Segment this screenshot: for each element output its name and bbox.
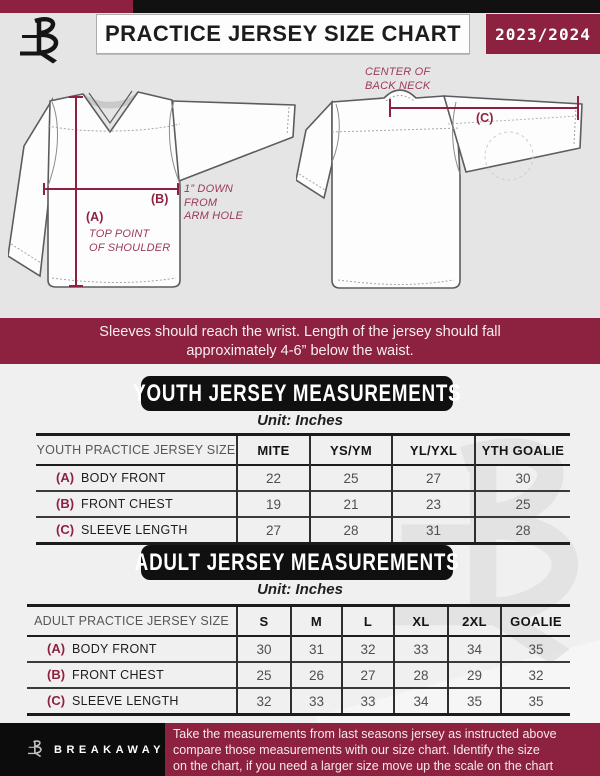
measure-a-label: (A) [86,210,104,224]
row-key: (B) [47,667,66,682]
adult-col-xl: XL [394,606,448,637]
adult-sleeve-length-goalie: 35 [501,688,570,715]
table-row [27,688,570,715]
adult-sleeve-length-2xl: 35 [448,688,501,715]
table-row [27,636,570,662]
youth-sleeve-length-goalie: 28 [475,517,570,544]
row-name: BODY FRONT [81,471,166,485]
measure-c-note-line2: BACK NECK [365,79,431,92]
adult-body-front-goalie: 35 [501,636,570,662]
adult-sleeve-length-m: 33 [291,688,342,715]
youth-body-front-ysym: 25 [310,465,392,491]
youth-body-front-goalie: 30 [475,465,570,491]
fit-notice-line2: approximately 4-6” below the waist. [186,343,414,359]
row-name: FRONT CHEST [81,497,174,511]
adult-col-2xl: 2XL [448,606,501,637]
row-key: (A) [47,641,66,656]
adult-col-label: ADULT PRACTICE JERSEY SIZE [34,614,229,628]
adult-body-front-xl: 33 [394,636,448,662]
youth-front-chest-ysym: 21 [310,491,392,517]
row-name: BODY FRONT [72,642,157,656]
row-name: FRONT CHEST [72,668,165,682]
youth-body-front-ylyxl: 27 [392,465,475,491]
measure-a-note [89,228,170,255]
season-badge [486,14,600,54]
breakaway-footer-logo-icon [28,738,46,762]
measure-c-note-line1: CENTER OF [365,66,431,78]
adult-col-l: L [342,606,394,637]
youth-col-label: YOUTH PRACTICE JERSEY SIZE [36,443,236,457]
adult-front-chest-goalie: 32 [501,662,570,688]
adult-sleeve-length-xl: 34 [394,688,448,715]
row-key: (C) [47,693,66,708]
youth-size-table [36,433,570,545]
footer-brand-box [0,723,165,776]
breakaway-logo-icon [20,15,70,73]
top-strip-black [133,0,600,13]
measure-b-note-line2: FROM [184,196,218,209]
adult-sleeve-length-l: 33 [342,688,394,715]
measure-b-note-line3: ARM HOLE [184,210,244,222]
adult-front-chest-xl: 28 [394,662,448,688]
adult-body-front-m: 31 [291,636,342,662]
adult-size-table [27,604,570,716]
adult-col-s: S [237,606,291,637]
adult-header-row [27,606,570,637]
footer-instructions [165,723,600,776]
adult-body-front-2xl: 34 [448,636,501,662]
table-row [36,491,570,517]
measure-b-note [184,183,243,224]
fit-notice-line1: Sleeves should reach the wrist. Length of the jersey should fall [99,324,501,340]
youth-section-title: YOUTH JERSEY MEASUREMENTS [132,379,462,407]
adult-section-title: ADULT JERSEY MEASUREMENTS [134,548,460,576]
measure-c-label: (C) [476,111,494,125]
adult-front-chest-2xl: 29 [448,662,501,688]
row-name: SLEEVE LENGTH [72,694,179,708]
measure-a-note-line2: OF SHOULDER [89,241,171,254]
youth-front-chest-goalie: 25 [475,491,570,517]
youth-col-ysym: YS/YM [310,435,392,466]
fit-notice-banner [0,318,600,364]
adult-unit-label: Unit: Inches [257,581,343,598]
measure-c-note [365,66,430,93]
row-key: (C) [56,522,75,537]
youth-body-front-mite: 22 [237,465,310,491]
row-name: SLEEVE LENGTH [81,523,188,537]
season-label: 2023/2024 [495,24,591,44]
footer-brand-name: BREAKAWAY [54,743,165,756]
page-title: PRACTICE JERSEY SIZE CHART [104,21,462,46]
table-row [27,662,570,688]
youth-front-chest-ylyxl: 23 [392,491,475,517]
measure-b-note-line1: 1” DOWN [184,183,234,195]
footer-instructions-line3: on the chart, if you need a larger size move up the scale on the chart [173,758,554,773]
top-strip-maroon [0,0,133,13]
adult-col-m: M [291,606,342,637]
table-row [36,517,570,544]
adult-front-chest-s: 25 [237,662,291,688]
table-row [36,465,570,491]
jersey-back-diagram [296,68,600,303]
youth-col-mite: MITE [237,435,310,466]
footer-instructions-line2: compare those measurements with our size chart. Identify the size [173,742,540,757]
youth-header-row [36,435,570,466]
measure-a-note-line1: TOP POINT [89,228,150,240]
adult-sleeve-length-s: 32 [237,688,291,715]
youth-col-goalie: YTH GOALIE [475,435,570,466]
measure-b-label: (B) [151,192,169,206]
adult-front-chest-l: 27 [342,662,394,688]
youth-col-ylyxl: YL/YXL [392,435,475,466]
youth-unit-label: Unit: Inches [257,412,343,429]
page-title-box [96,14,470,54]
adult-body-front-s: 30 [237,636,291,662]
youth-sleeve-length-mite: 27 [237,517,310,544]
row-key: (B) [56,496,75,511]
adult-front-chest-m: 26 [291,662,342,688]
youth-section-banner [132,376,462,411]
youth-sleeve-length-ylyxl: 31 [392,517,475,544]
youth-sleeve-length-ysym: 28 [310,517,392,544]
youth-front-chest-mite: 19 [237,491,310,517]
footer-instructions-line1: Take the measurements from last seasons jersey as instructed above [173,727,557,741]
adult-section-banner [134,545,460,580]
adult-col-goalie: GOALIE [501,606,570,637]
adult-body-front-l: 32 [342,636,394,662]
row-key: (A) [56,470,75,485]
